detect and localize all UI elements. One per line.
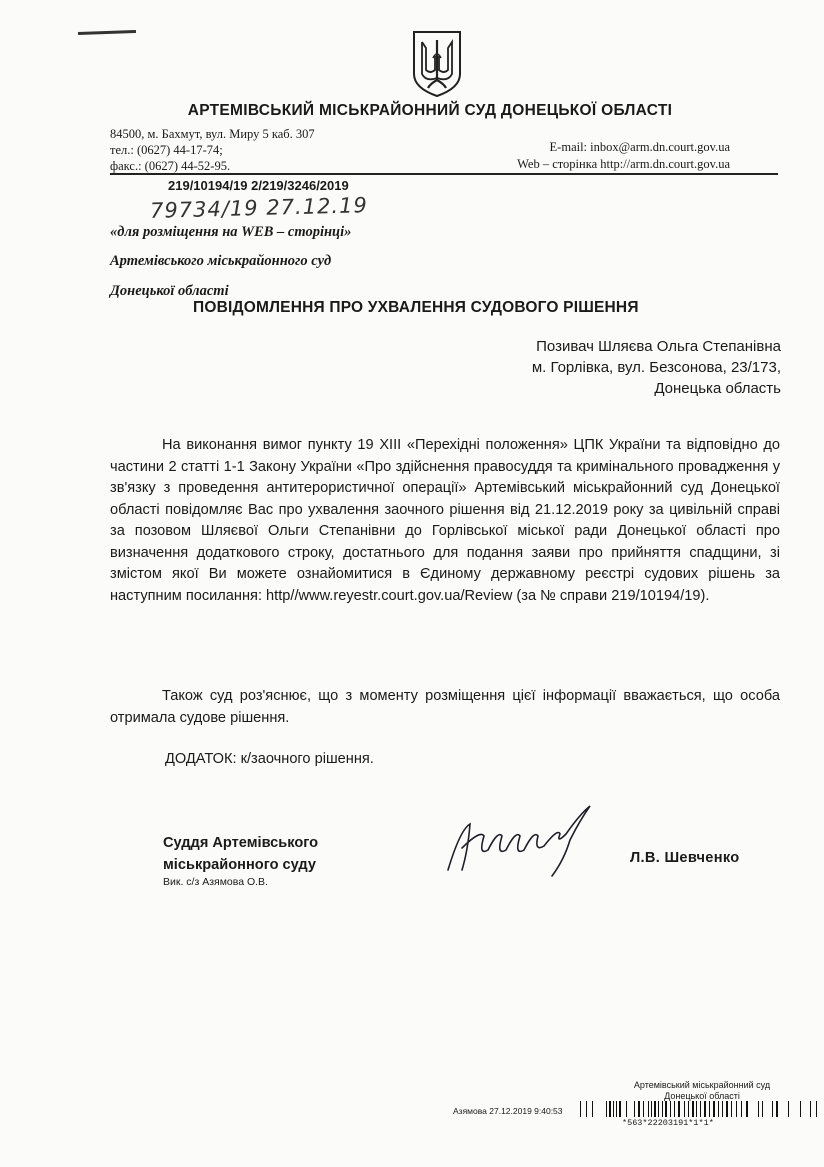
clarification-paragraph — [110, 686, 780, 729]
main-paragraph-text: На виконання вимог пункту 19 XIII «Перехідні положення» ЦПК України та відповідно до частини 2 статті 1-1 Закону України «Про здійснення правосуддя та кримінального провадження у зв'язку з проведення антитерористичної операції» Артемівський міськрайонний суд Донецької області повідомляє Вас про ухвалення заочного рішення від 21.12.2019 року за цивільній справі за позовом Шляєвої Ольги Степанівни до Горлівської міської ради Донецької області про визначення додаткового строку, достатнього для подання заяви про прийняття спадщини, зі змістом якої Ви можете ознайомитися в Єдиному державному реєстрі судових рішень за наступним посилання: http//www.reyestr.court.gov.ua/Review (за № справи 219/10194/19). — [110, 437, 780, 604]
header-divider — [110, 173, 778, 175]
registry-stamp-court — [622, 1080, 782, 1102]
notice-title: ПОВІДОМЛЕННЯ ПРО УХВАЛЕННЯ СУДОВОГО РІШЕННЯ — [193, 299, 639, 316]
barcode-text: *563*22203191*1*1* — [622, 1118, 714, 1128]
court-address-block — [110, 126, 315, 174]
addressee-region: Донецька область — [654, 380, 781, 397]
court-address: 84500, м. Бахмут, вул. Миру 5 каб. 307 — [110, 127, 315, 141]
judge-title-line-1: Суддя Артемівського — [163, 835, 319, 851]
addressee-street: м. Горлівка, вул. Безсонова, 23/173, — [531, 359, 781, 376]
court-phone: тел.: (0627) 44-17-74; — [110, 143, 223, 157]
court-name: АРТЕМІВСЬКИЙ МІСЬКРАЙОННИЙ СУД ДОНЕЦЬКОЇ ОБЛАСТІ — [187, 102, 673, 119]
corner-dash-mark — [78, 30, 136, 35]
clarification-paragraph-text: Також суд роз'яснює, що з моменту розміщення цієї інформації вважається, що особа отримала судове рішення. — [110, 688, 780, 726]
addressee-block — [532, 336, 781, 399]
judge-title-line-2: міськрайонного суду — [163, 857, 316, 873]
court-fax: факс.: (0627) 44-52-95. — [110, 159, 231, 173]
for-web-note: «для розміщення на WEB – сторінці» — [110, 224, 352, 240]
case-numbers: 219/10194/19 2/219/3246/2019 — [168, 178, 349, 193]
recipient-line-1: Артемівського міськрайонного суд — [110, 253, 332, 269]
judge-name: Л.В. Шевченко — [630, 850, 740, 866]
judge-title — [163, 832, 318, 876]
attachment-note: ДОДАТОК: к/заочного рішення. — [165, 751, 374, 767]
court-website: Web – сторінка http://arm.dn.court.gov.ua — [517, 157, 730, 171]
executor-note: Вик. с/з Азямова О.В. — [163, 876, 268, 888]
barcode — [578, 1101, 820, 1117]
trident-emblem-icon — [408, 28, 466, 100]
court-email: E-mail: inbox@arm.dn.court.gov.ua — [549, 140, 730, 154]
registry-stamp-court-line-2: Донецької області — [664, 1091, 740, 1101]
court-contacts — [517, 139, 730, 173]
registry-stamp-court-line-1: Артемівський міськрайонний суд — [633, 1080, 771, 1090]
main-paragraph — [110, 435, 780, 607]
registry-stamp-meta: Азямова 27.12.2019 9:40:53 — [453, 1106, 563, 1116]
addressee-name: Позивач Шляєва Ольга Степанівна — [536, 338, 781, 355]
recipient-line-2: Донецької області — [110, 283, 229, 299]
handwritten-signature — [440, 800, 610, 880]
handwritten-registration-note: 79734/19 27.12.19 — [149, 193, 369, 223]
